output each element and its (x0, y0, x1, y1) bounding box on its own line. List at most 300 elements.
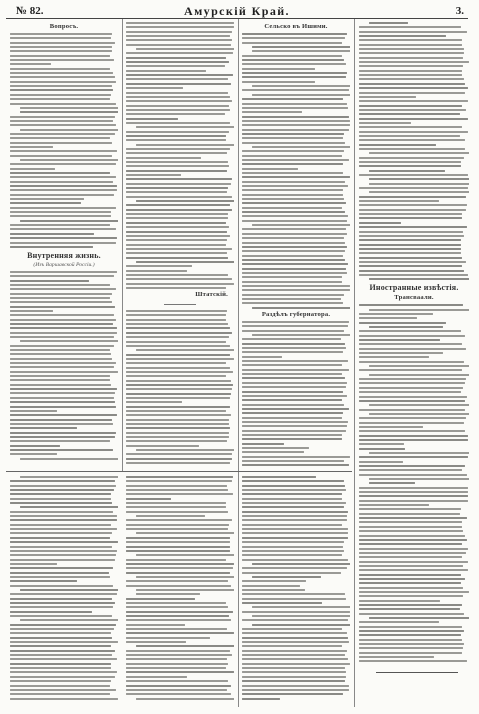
text-line (126, 323, 228, 325)
text-line (369, 278, 469, 280)
text-line (242, 676, 346, 678)
text-line (126, 257, 228, 259)
text-line (242, 373, 342, 375)
text-line (10, 667, 111, 669)
text-line (10, 89, 113, 91)
text-line (126, 118, 178, 120)
text-line (242, 150, 344, 152)
text-line (10, 63, 51, 65)
text-line (359, 595, 463, 597)
text-line (10, 449, 113, 451)
text-line (10, 194, 114, 196)
text-line (252, 615, 350, 617)
text-line (126, 70, 206, 72)
article-text (359, 304, 469, 662)
text-line (10, 55, 110, 57)
text-line (126, 598, 195, 600)
text-line (126, 567, 233, 569)
text-line (10, 155, 112, 157)
text-line (126, 375, 226, 377)
text-line (10, 602, 115, 604)
text-line (126, 436, 229, 438)
text-line (242, 207, 342, 209)
text-line (242, 172, 343, 174)
text-line (242, 189, 343, 191)
text-line (126, 397, 230, 399)
column-divider (354, 19, 355, 707)
text-line (242, 537, 348, 539)
text-line (359, 630, 464, 632)
text-line (242, 532, 348, 534)
text-line (359, 660, 467, 662)
text-line (369, 452, 469, 454)
text-line (10, 559, 115, 561)
text-line (359, 556, 462, 558)
text-line (242, 255, 343, 257)
text-line (126, 157, 201, 159)
text-line (10, 632, 111, 634)
text-line (359, 161, 461, 163)
text-line (242, 76, 346, 78)
text-line (242, 554, 342, 556)
text-line (359, 330, 461, 332)
text-line (359, 565, 463, 567)
text-line (359, 118, 468, 120)
text-line (242, 59, 344, 61)
text-line (126, 615, 229, 617)
text-line (252, 307, 350, 309)
text-line (126, 148, 230, 150)
column-2-top (126, 22, 234, 470)
text-line (359, 343, 462, 345)
text-line (126, 204, 230, 206)
text-line (359, 469, 462, 471)
text-line (10, 489, 114, 491)
text-line (359, 387, 463, 389)
text-line (359, 257, 462, 259)
text-line (10, 519, 117, 521)
text-line (242, 386, 346, 388)
text-line (126, 654, 232, 656)
text-line (10, 297, 110, 299)
text-line (10, 371, 118, 373)
text-line (359, 200, 439, 202)
text-line (10, 224, 110, 226)
text-line (359, 222, 401, 224)
text-line (10, 275, 114, 277)
text-line (242, 698, 280, 700)
text-line (242, 434, 342, 436)
text-line (359, 543, 462, 545)
text-line (359, 87, 468, 89)
text-line (20, 506, 118, 508)
text-line (10, 397, 114, 399)
newspaper-title: Амурскій Край. (184, 4, 290, 18)
text-line (126, 109, 230, 111)
text-line (369, 365, 469, 367)
text-line (126, 502, 226, 504)
text-line (136, 126, 234, 128)
text-line (242, 276, 342, 278)
text-line (10, 137, 110, 139)
text-line (126, 680, 228, 682)
text-line (126, 489, 228, 491)
text-line (242, 559, 348, 561)
text-line (359, 634, 461, 636)
text-line (359, 591, 469, 593)
text-line (10, 615, 112, 617)
text-line (20, 129, 118, 131)
text-line (10, 593, 117, 595)
text-line (242, 55, 342, 57)
text-line (242, 451, 304, 453)
text-line (126, 341, 226, 343)
text-line (242, 220, 347, 222)
text-line (242, 511, 348, 513)
text-line (10, 498, 111, 500)
text-line (126, 44, 231, 46)
text-line (242, 377, 345, 379)
text-line (136, 645, 234, 647)
text-line (242, 302, 343, 304)
text-line (126, 122, 230, 124)
text-line (136, 48, 234, 50)
text-line (126, 152, 227, 154)
text-line (359, 217, 462, 219)
text-line (20, 220, 118, 222)
text-line (126, 135, 226, 137)
text-line (126, 39, 232, 41)
text-line (126, 139, 226, 141)
text-line (126, 78, 228, 80)
article-heading: Сельско въ Ишими. (264, 23, 328, 30)
text-line (359, 487, 468, 489)
text-line (359, 96, 416, 98)
text-line (252, 624, 350, 626)
text-line (359, 369, 462, 371)
text-line (126, 100, 232, 102)
text-line (359, 526, 462, 528)
text-line (10, 233, 94, 235)
text-line (10, 68, 110, 70)
text-line (242, 81, 315, 83)
text-line (242, 137, 343, 139)
text-line (359, 513, 460, 515)
text-line (10, 284, 110, 286)
text-line (126, 406, 230, 408)
text-line (242, 667, 345, 669)
text-line (359, 113, 460, 115)
article-heading: Трансваали. (394, 294, 434, 302)
text-line (359, 652, 462, 654)
text-line (10, 133, 115, 135)
text-line (369, 413, 469, 415)
text-line (10, 537, 110, 539)
text-line (252, 224, 350, 226)
text-line (126, 628, 227, 630)
text-line (242, 33, 347, 35)
text-line (126, 170, 227, 172)
text-line (126, 624, 185, 626)
text-line (10, 480, 115, 482)
text-line (242, 430, 346, 432)
text-line (126, 314, 226, 316)
text-line (242, 215, 348, 217)
article-text (359, 22, 469, 280)
text-line (10, 580, 77, 582)
text-line (359, 578, 465, 580)
text-line (10, 375, 110, 377)
text-line (242, 285, 350, 287)
text-line (369, 178, 469, 180)
text-line (126, 550, 230, 552)
text-line (126, 235, 230, 237)
text-line (359, 530, 463, 532)
text-line (242, 412, 343, 414)
text-line (10, 654, 112, 656)
text-line (126, 611, 233, 613)
text-line (126, 689, 227, 691)
text-line (242, 489, 346, 491)
text-line (10, 624, 116, 626)
text-line (242, 485, 345, 487)
text-line (252, 576, 321, 578)
text-line (359, 613, 464, 615)
text-line (10, 198, 84, 200)
article-text (126, 476, 234, 700)
text-line (242, 693, 343, 695)
text-line (242, 602, 322, 604)
text-line (126, 476, 233, 478)
text-line (126, 367, 230, 369)
text-line (242, 493, 342, 495)
text-line (359, 317, 417, 319)
text-line (126, 278, 232, 280)
text-line (126, 602, 226, 604)
text-line (359, 105, 462, 107)
text-line (126, 83, 231, 85)
text-line (369, 309, 469, 311)
text-line (126, 388, 232, 390)
text-line (126, 671, 234, 673)
text-line (242, 628, 342, 630)
text-line (242, 294, 344, 296)
text-line (359, 574, 461, 576)
text-line (359, 495, 468, 497)
text-line (242, 685, 349, 687)
issue-number: № 82. (16, 5, 44, 17)
text-line (242, 619, 348, 621)
text-line (369, 617, 469, 619)
text-line (242, 124, 350, 126)
text-line (359, 57, 463, 59)
text-line (10, 546, 112, 548)
text-line (242, 163, 343, 165)
text-line (136, 554, 234, 556)
text-line (126, 676, 187, 678)
text-line (242, 237, 344, 239)
text-line (10, 689, 116, 691)
text-line (10, 353, 111, 355)
text-line (10, 427, 77, 429)
text-line (20, 111, 118, 113)
text-line (126, 57, 226, 59)
text-line (359, 356, 429, 358)
text-line (242, 42, 342, 44)
text-line (242, 98, 343, 100)
text-line (359, 382, 465, 384)
text-line (10, 172, 110, 174)
text-line (126, 248, 232, 250)
text-line (242, 399, 342, 401)
text-line (126, 270, 187, 272)
text-line (10, 440, 110, 442)
text-line (359, 569, 468, 571)
text-line (126, 563, 234, 565)
text-line (10, 384, 111, 386)
text-line (359, 44, 462, 46)
text-line (359, 231, 463, 233)
text-line (126, 546, 230, 548)
text-line (10, 445, 60, 447)
text-line (359, 378, 466, 380)
text-line (10, 576, 110, 578)
article-signature: Штатскій. (195, 291, 228, 299)
text-line (359, 361, 464, 363)
article-text (242, 476, 350, 700)
text-line (242, 476, 316, 478)
article-text (10, 271, 118, 460)
text-line (242, 185, 348, 187)
text-line (10, 628, 114, 630)
text-line (242, 658, 348, 660)
text-line (126, 414, 231, 416)
text-line (136, 349, 234, 351)
separator (164, 304, 196, 305)
text-line (359, 400, 465, 402)
text-line (242, 321, 349, 323)
text-line (10, 116, 115, 118)
text-line (359, 135, 460, 137)
text-line (10, 98, 110, 100)
text-line (359, 213, 462, 215)
text-line (359, 83, 465, 85)
text-line (242, 438, 342, 440)
text-line (126, 693, 231, 695)
text-line (126, 519, 232, 521)
text-line (242, 202, 346, 204)
article-heading: Вопросъ. (49, 23, 79, 30)
text-line (242, 541, 344, 543)
text-line (10, 680, 111, 682)
text-line (10, 50, 112, 52)
text-line (242, 598, 346, 600)
text-line (10, 585, 113, 587)
text-line (359, 39, 462, 41)
text-line (242, 421, 348, 423)
text-line (10, 211, 111, 213)
text-line (359, 235, 464, 237)
text-line (359, 621, 439, 623)
text-line (126, 354, 230, 356)
text-line (126, 105, 229, 107)
text-line (359, 313, 433, 315)
text-line (10, 685, 110, 687)
text-line (242, 198, 344, 200)
text-line (126, 274, 228, 276)
text-line (20, 340, 118, 342)
text-line (242, 589, 305, 591)
text-line (359, 552, 466, 554)
text-line (242, 580, 306, 582)
text-line (10, 511, 113, 513)
text-line (252, 334, 350, 336)
text-line (10, 301, 112, 303)
text-line (359, 52, 464, 54)
text-line (359, 391, 461, 393)
text-line (359, 248, 461, 250)
text-line (10, 388, 117, 390)
text-line (252, 50, 350, 52)
text-line (359, 92, 465, 94)
text-line (10, 189, 117, 191)
text-line (126, 427, 230, 429)
text-line (359, 187, 468, 189)
text-line (359, 422, 464, 424)
text-line (10, 332, 117, 334)
text-line (242, 585, 300, 587)
text-line (242, 263, 348, 265)
text-line (126, 393, 231, 395)
text-line (126, 384, 233, 386)
text-line (126, 310, 227, 312)
text-line (359, 508, 461, 510)
text-line (126, 663, 228, 665)
text-line (359, 535, 465, 537)
text-line (242, 211, 345, 213)
text-line (10, 637, 112, 639)
text-line (126, 183, 231, 185)
text-line (10, 42, 115, 44)
text-line (10, 550, 117, 552)
text-line (242, 567, 347, 569)
text-line (126, 222, 226, 224)
text-line (242, 72, 347, 74)
text-line (10, 410, 57, 412)
text-line (10, 59, 114, 61)
text-line (10, 181, 113, 183)
text-line (359, 304, 463, 306)
text-line (126, 217, 228, 219)
text-line (126, 580, 228, 582)
text-line (126, 252, 227, 254)
text-line (359, 139, 465, 141)
article-text (126, 310, 234, 464)
text-line (242, 103, 347, 105)
text-line (10, 310, 53, 312)
text-line (126, 445, 199, 447)
text-line (369, 152, 469, 154)
column-1-bottom (10, 476, 118, 708)
text-line (359, 174, 468, 176)
text-line (242, 360, 348, 362)
text-line (126, 606, 228, 608)
text-line (10, 314, 114, 316)
text-line (126, 22, 234, 24)
text-line (359, 339, 440, 341)
text-line (10, 37, 111, 39)
text-line (242, 63, 346, 65)
